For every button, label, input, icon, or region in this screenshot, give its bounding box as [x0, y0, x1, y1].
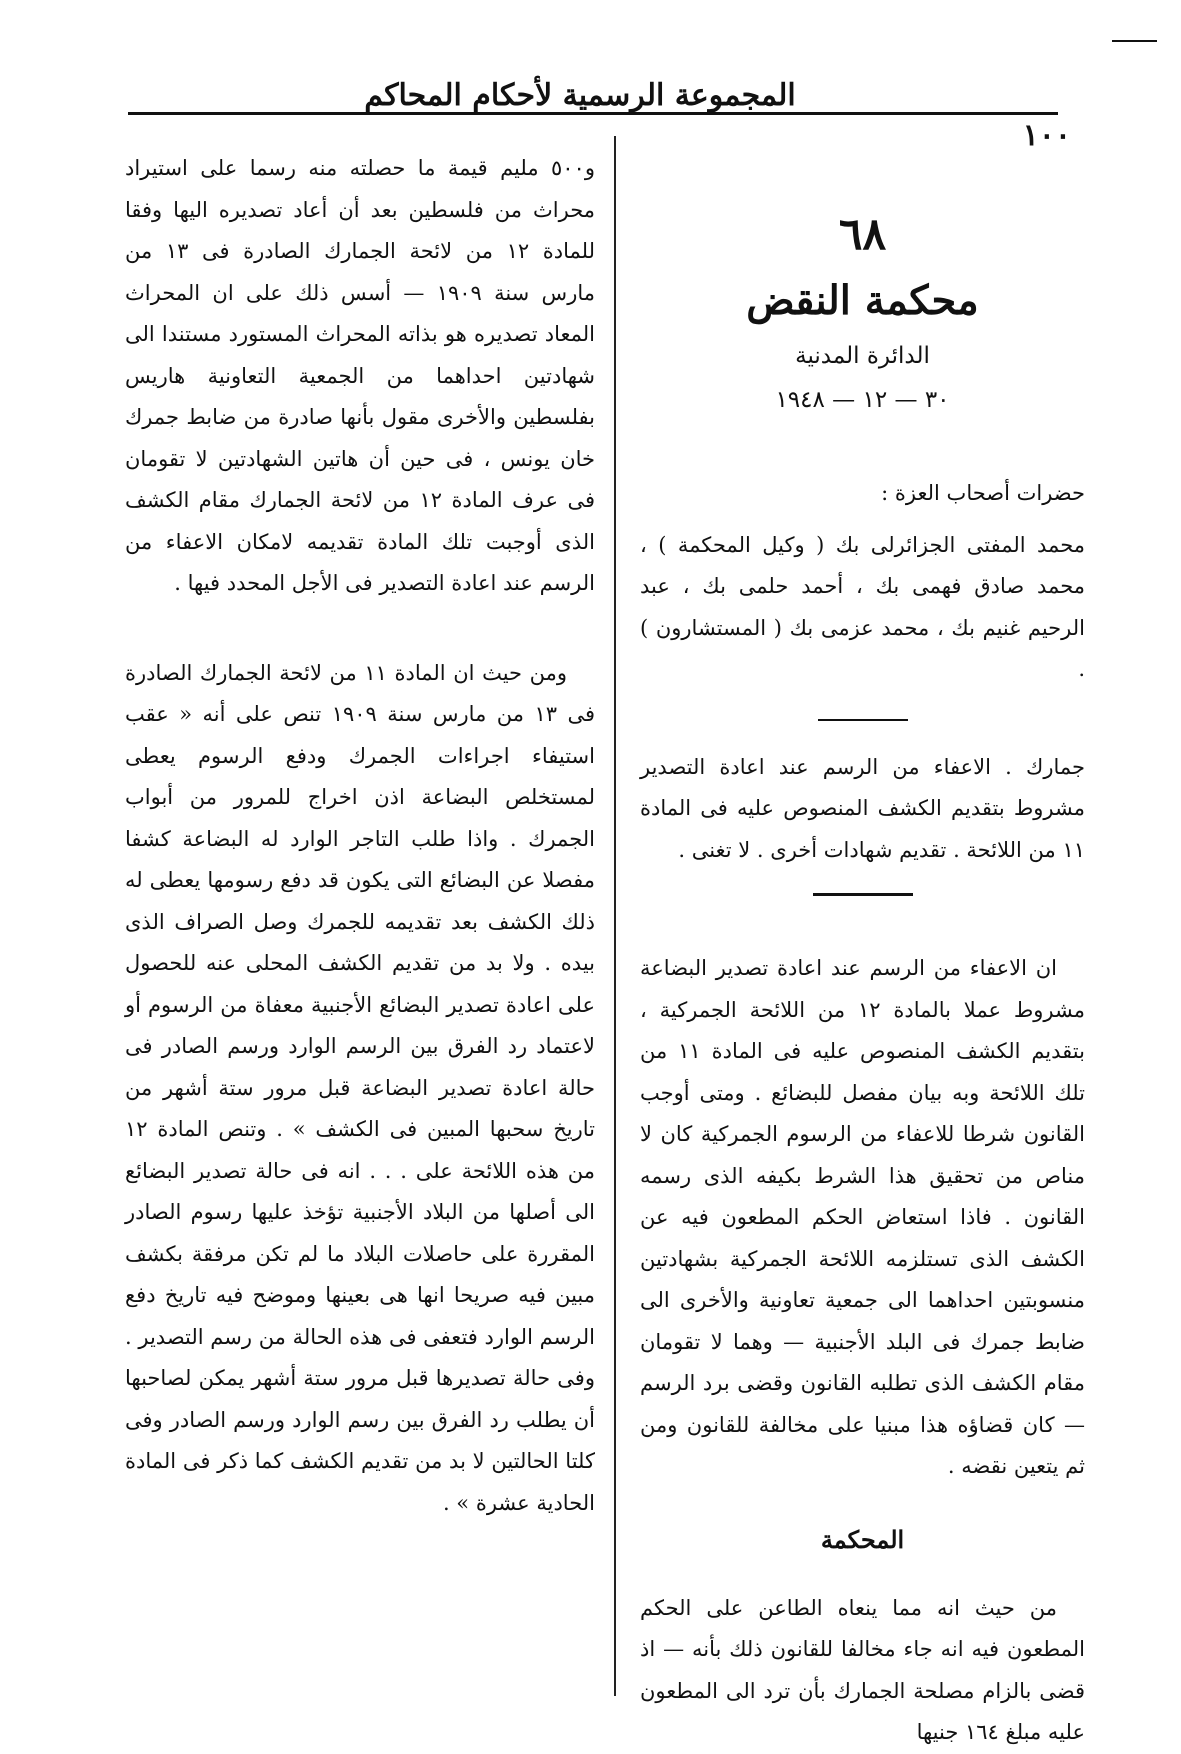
judgment-date: ٣٠ — ١٢ — ١٩٤٨	[775, 387, 950, 413]
paragraph: ومن حيث ان المادة ١١ من لائحة الجمارك الصادرة فى ١٣ من مارس سنة ١٩٠٩ تنص على أنه « عقب استيفاء اجراءات الجمرك ودفع الرسوم يعطى لمستخلص البضاعة اذن اخراج للمرور من أبواب الجمرك . واذا طلب التاجر الوارد له البضاعة كشفا مفصلا عن البضائع التى يكون قد دفع رسومها يعطى له ذلك الكشف بعد تقديمه للجمرك وصل الصراف الذى بيده . ولا بد من تقديم الكشف المحلى عنه للحصول على اعادة تصدير البضائع الأجنبية معفاة من الرسوم أو لاعتماد رد الفرق بين الرسم الوارد ورسم الصادر فى حالة اعادة تصدير البضاعة قبل مرور ستة أشهر من تاريخ سحبها المبين فى الكشف » . وتنص المادة ١٢ من هذه اللائحة على . . . انه فى حالة تصدير البضائع الى أصلها من البلاد الأجنبية تؤخذ عليها رسوم الصادر المقررة على حاصلات البلاد ما لم تكن مرفقة بكشف مبين فيه صريحا انها هى بعينها وموضح فيه تاريخ دفع الرسم الوارد فتعفى فى هذه الحالة من رسم التصدير . وفى حالة تصديرها قبل مرور ستة أشهر يمكن لصاحبها أن يطلب رد الفرق بين رسم الوارد ورسم الصادر وفى كلتا الحالتين لا بد من تقديم الكشف كما ذكر فى المادة الحادية عشرة » .	[125, 660, 595, 1515]
column-divider	[614, 136, 616, 1696]
court-text: من حيث انه مما ينعاه الطاعن على الحكم المطعون فيه انه جاء مخالفا للقانون ذلك بأنه — اذ قضى بالزام مصلحة الجمارك بأن ترد الى المطعون عليه مبلغ ١٦٤ جنيها	[640, 1595, 1085, 1744]
page-number: ١٠٠	[1022, 118, 1071, 153]
legal-principle: ان الاعفاء من الرسم عند اعادة تصدير البضاعة مشروط عملا بالمادة ١٢ من اللائحة الجمركية ، بتقديم الكشف المنصوص عليه فى المادة ١١ من تلك اللائحة وبه بيان مفصل للبضائع . ومتى أوجب القانون شرطا للاعفاء من الرسوم الجمركية كان لا مناص من تحقيق هذا الشرط بكيفه الذى رسمه القانون . فاذا استعاض الحكم المطعون فيه عن الكشف الذى تستلزمه اللائحة الجمركية بشهادتين منسوبتين احداهما الى جمعية تعاونية والأخرى الى ضابط جمرك فى البلد الأجنبية — وهما لا تقومان مقام الكشف الذى تطلبه القانون وقضى برد الرسم — كان قضاؤه هذا مبنيا على مخالفة للقانون ومن ثم يتعين نقضه .	[640, 956, 1085, 1478]
paragraph-gap	[125, 605, 595, 653]
panel-members: محمد المفتى الجزائرلى بك ( وكيل المحكمة ) ، محمد صادق فهمى بك ، أحمد حلمى بك ، عبد الرحيم غنيم بك ، محمد عزمى بك ( المستشارون ) .	[640, 532, 1085, 681]
paragraph: و٥٠٠ مليم قيمة ما حصلته منه رسما على استيراد محراث من فلسطين بعد أن أعاد تصديره اليها وفقا للمادة ١٢ من لائحة الجمارك الصادرة فى ١٣ من مارس سنة ١٩٠٩ — أسس ذلك على ان المحراث المعاد تصديره هو بذاته المحراث المستورد مستندا الى شهادتين احداهما من الجمعية التعاونية هاريس بفلسطين والأخرى مقول بأنها صادرة من ضابط جمرك خان يونس ، فى حين أن هاتين الشهادتين لا تقومان فى عرف المادة ١٢ من لائحة الجمارك مقام الكشف الذى أوجبت تلك المادة تقديمه لامكان الاعفاء من الرسم عند اعادة التصدير فى الأجل المحدد فيها .	[125, 156, 595, 595]
case-summary: جمارك . الاعفاء من الرسم عند اعادة التصدير مشروط بتقديم الكشف المنصوص عليه فى المادة ١١ من اللائحة . تقديم شهادات أخرى . لا تغنى .	[640, 754, 1085, 862]
section-heading: المحكمة	[820, 1524, 905, 1554]
circuit-name: الدائرة المدنية	[795, 343, 930, 369]
section-rule	[818, 719, 908, 721]
section-rule	[813, 893, 913, 896]
right-column	[640, 205, 1085, 1754]
case-number: ٦٨	[838, 209, 887, 260]
left-column	[125, 148, 595, 1524]
court-name: محكمة النقض	[746, 277, 979, 324]
panel-heading: حضرات أصحاب العزة :	[881, 481, 1085, 505]
header-rule	[128, 112, 1058, 115]
corner-mark	[1112, 40, 1157, 42]
running-title: المجموعة الرسمية لأحكام المحاكم	[364, 78, 796, 113]
